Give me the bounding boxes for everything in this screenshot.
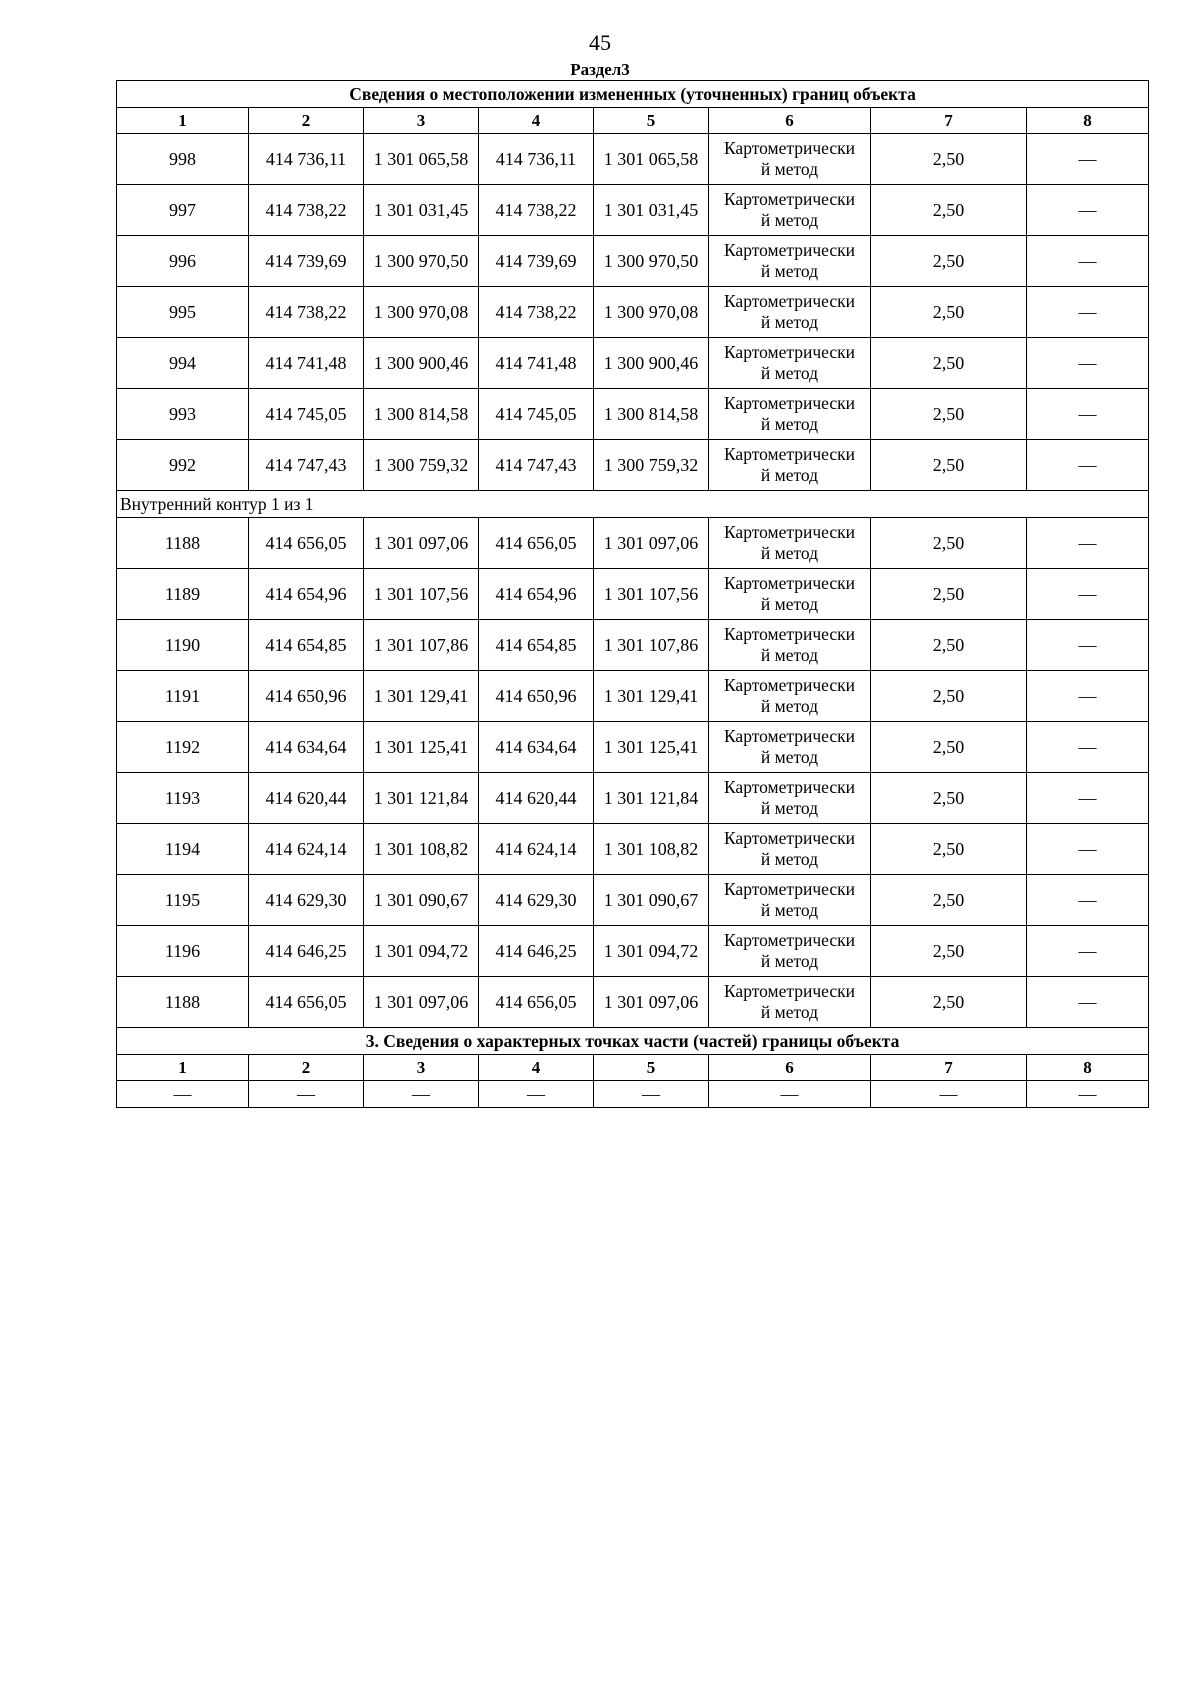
column-header-5: 5 <box>594 1055 709 1081</box>
method-text: й метод <box>760 798 819 818</box>
method-cell <box>709 773 871 824</box>
inner-contour-label: Внутренний контур 1 из 1 <box>117 491 1149 518</box>
method-text: Картометрически <box>723 573 856 593</box>
coordinate-x-cell: 414 646,25 <box>249 926 364 977</box>
coordinate-y-cell: 1 300 970,08 <box>364 287 479 338</box>
method-text: й метод <box>760 696 819 716</box>
method-text: Картометрически <box>723 393 856 413</box>
method-text: Картометрически <box>723 444 856 464</box>
column-header-7: 7 <box>871 108 1027 134</box>
column-header-8: 8 <box>1027 108 1149 134</box>
coordinate-x-cell: 414 650,96 <box>479 671 594 722</box>
description-cell: — <box>1027 518 1149 569</box>
coordinate-x-cell: 414 656,05 <box>479 977 594 1028</box>
description-cell: — <box>1027 338 1149 389</box>
method-cell <box>709 926 871 977</box>
accuracy-cell: 2,50 <box>871 440 1027 491</box>
column-header-3: 3 <box>364 1055 479 1081</box>
coordinate-y-cell: 1 301 097,06 <box>594 977 709 1028</box>
method-text: й метод <box>760 543 819 563</box>
column-header-1: 1 <box>117 108 249 134</box>
method-cell <box>709 389 871 440</box>
accuracy-cell: 2,50 <box>871 185 1027 236</box>
coordinate-y-cell: 1 301 125,41 <box>364 722 479 773</box>
coordinate-y-cell: 1 301 107,56 <box>364 569 479 620</box>
column-header-5: 5 <box>594 108 709 134</box>
coordinate-y-cell: 1 301 107,86 <box>594 620 709 671</box>
method-text: Картометрически <box>723 291 856 311</box>
method-text: Картометрически <box>723 240 856 260</box>
table-row <box>117 569 1149 620</box>
method-cell <box>709 875 871 926</box>
method-text: й метод <box>760 594 819 614</box>
contour-row <box>117 491 1149 518</box>
method-text: й метод <box>760 1002 819 1022</box>
coordinate-y-cell: 1 300 900,46 <box>594 338 709 389</box>
coordinate-x-cell: 414 736,11 <box>479 134 594 185</box>
description-cell: — <box>1027 287 1149 338</box>
column-header-2: 2 <box>249 1055 364 1081</box>
coordinate-x-cell: 414 747,43 <box>479 440 594 491</box>
coordinate-x-cell: 414 629,30 <box>479 875 594 926</box>
description-cell: — <box>1027 875 1149 926</box>
accuracy-cell: 2,50 <box>871 620 1027 671</box>
coordinate-y-cell: 1 300 814,58 <box>594 389 709 440</box>
point-number-cell: 1188 <box>117 977 249 1028</box>
point-number-cell: 1191 <box>117 671 249 722</box>
coordinate-y-cell: 1 301 129,41 <box>594 671 709 722</box>
coordinate-y-cell: 1 301 129,41 <box>364 671 479 722</box>
table-row <box>117 671 1149 722</box>
method-text: й метод <box>760 159 819 179</box>
method-cell <box>709 518 871 569</box>
empty-cell: — <box>479 1081 594 1108</box>
empty-cell: — <box>594 1081 709 1108</box>
method-cell <box>709 671 871 722</box>
method-text: й метод <box>760 900 819 920</box>
method-cell <box>709 236 871 287</box>
coordinate-x-cell: 414 620,44 <box>249 773 364 824</box>
coordinate-y-cell: 1 301 090,67 <box>594 875 709 926</box>
method-text: й метод <box>760 747 819 767</box>
coordinate-y-cell: 1 301 121,84 <box>594 773 709 824</box>
method-text: Картометрически <box>723 981 856 1001</box>
coordinate-x-cell: 414 634,64 <box>479 722 594 773</box>
method-text: Картометрически <box>723 675 856 695</box>
description-cell: — <box>1027 569 1149 620</box>
method-text: й метод <box>760 363 819 383</box>
point-number-cell: 1193 <box>117 773 249 824</box>
coordinate-x-cell: 414 654,85 <box>479 620 594 671</box>
column-header-1: 1 <box>117 1055 249 1081</box>
table-row <box>117 236 1149 287</box>
coordinate-y-cell: 1 301 065,58 <box>364 134 479 185</box>
empty-cell: — <box>1027 1081 1149 1108</box>
coordinate-x-cell: 414 738,22 <box>479 287 594 338</box>
table-title: Сведения о местоположении измененных (уточненных) границ объекта <box>117 81 1149 108</box>
coordinate-x-cell: 414 741,48 <box>249 338 364 389</box>
coordinate-y-cell: 1 301 097,06 <box>594 518 709 569</box>
description-cell: — <box>1027 773 1149 824</box>
accuracy-cell: 2,50 <box>871 338 1027 389</box>
description-cell: — <box>1027 824 1149 875</box>
description-cell: — <box>1027 722 1149 773</box>
point-number-cell: 994 <box>117 338 249 389</box>
method-text: й метод <box>760 849 819 869</box>
table-row <box>117 824 1149 875</box>
table-row <box>117 185 1149 236</box>
method-text: Картометрически <box>723 342 856 362</box>
column-header-8: 8 <box>1027 1055 1149 1081</box>
point-number-cell: 1194 <box>117 824 249 875</box>
method-text: Картометрически <box>723 828 856 848</box>
accuracy-cell: 2,50 <box>871 875 1027 926</box>
accuracy-cell: 2,50 <box>871 722 1027 773</box>
coordinate-x-cell: 414 624,14 <box>249 824 364 875</box>
coordinate-x-cell: 414 634,64 <box>249 722 364 773</box>
accuracy-cell: 2,50 <box>871 134 1027 185</box>
method-text: Картометрически <box>723 522 856 542</box>
method-cell <box>709 338 871 389</box>
method-cell <box>709 287 871 338</box>
accuracy-cell: 2,50 <box>871 926 1027 977</box>
point-number-cell: 1190 <box>117 620 249 671</box>
coordinate-x-cell: 414 738,22 <box>249 185 364 236</box>
coordinate-y-cell: 1 300 970,50 <box>364 236 479 287</box>
accuracy-cell: 2,50 <box>871 977 1027 1028</box>
point-number-cell: 997 <box>117 185 249 236</box>
accuracy-cell: 2,50 <box>871 389 1027 440</box>
point-number-cell: 1196 <box>117 926 249 977</box>
column-header-2: 2 <box>249 108 364 134</box>
coordinate-y-cell: 1 301 107,56 <box>594 569 709 620</box>
point-number-cell: 1189 <box>117 569 249 620</box>
table-row <box>117 875 1149 926</box>
method-cell <box>709 569 871 620</box>
coordinate-y-cell: 1 301 097,06 <box>364 518 479 569</box>
coordinate-x-cell: 414 738,22 <box>249 287 364 338</box>
coordinate-y-cell: 1 301 031,45 <box>364 185 479 236</box>
method-text: й метод <box>760 312 819 332</box>
coordinate-x-cell: 414 739,69 <box>479 236 594 287</box>
method-cell <box>709 134 871 185</box>
table-row <box>117 773 1149 824</box>
section3-empty-row <box>117 1081 1149 1108</box>
method-text: й метод <box>760 261 819 281</box>
method-text: Картометрически <box>723 138 856 158</box>
point-number-cell: 995 <box>117 287 249 338</box>
accuracy-cell: 2,50 <box>871 773 1027 824</box>
coordinate-y-cell: 1 301 031,45 <box>594 185 709 236</box>
coordinate-x-cell: 414 736,11 <box>249 134 364 185</box>
coordinate-y-cell: 1 301 097,06 <box>364 977 479 1028</box>
section-label: Раздел3 <box>570 60 630 79</box>
method-text: Картометрически <box>723 726 856 746</box>
coordinate-y-cell: 1 301 121,84 <box>364 773 479 824</box>
table-title-row <box>117 81 1149 108</box>
description-cell: — <box>1027 389 1149 440</box>
method-text: й метод <box>760 414 819 434</box>
method-cell <box>709 440 871 491</box>
method-text: й метод <box>760 465 819 485</box>
column-header-6: 6 <box>709 108 871 134</box>
coordinate-x-cell: 414 747,43 <box>249 440 364 491</box>
table-row <box>117 134 1149 185</box>
table-row <box>117 518 1149 569</box>
description-cell: — <box>1027 671 1149 722</box>
column-header-4: 4 <box>479 1055 594 1081</box>
coordinate-x-cell: 414 656,05 <box>479 518 594 569</box>
coordinate-x-cell: 414 620,44 <box>479 773 594 824</box>
coordinate-y-cell: 1 300 759,32 <box>364 440 479 491</box>
accuracy-cell: 2,50 <box>871 824 1027 875</box>
description-cell: — <box>1027 977 1149 1028</box>
method-text: Картометрически <box>723 189 856 209</box>
table-row <box>117 722 1149 773</box>
section3-title-row <box>117 1028 1149 1055</box>
coordinate-y-cell: 1 301 065,58 <box>594 134 709 185</box>
column-header-7: 7 <box>871 1055 1027 1081</box>
method-cell <box>709 620 871 671</box>
description-cell: — <box>1027 620 1149 671</box>
coordinate-y-cell: 1 301 094,72 <box>364 926 479 977</box>
coordinate-x-cell: 414 654,96 <box>249 569 364 620</box>
accuracy-cell: 2,50 <box>871 569 1027 620</box>
table-row <box>117 440 1149 491</box>
coordinate-y-cell: 1 301 108,82 <box>594 824 709 875</box>
accuracy-cell: 2,50 <box>871 671 1027 722</box>
coordinate-y-cell: 1 300 814,58 <box>364 389 479 440</box>
point-number-cell: 992 <box>117 440 249 491</box>
table-title: 3. Сведения о характерных точках части (частей) границы объекта <box>117 1028 1149 1055</box>
method-text: Картометрически <box>723 777 856 797</box>
coordinate-x-cell: 414 654,96 <box>479 569 594 620</box>
empty-cell: — <box>364 1081 479 1108</box>
table-row <box>117 926 1149 977</box>
empty-cell: — <box>871 1081 1027 1108</box>
coordinate-y-cell: 1 300 759,32 <box>594 440 709 491</box>
coordinate-y-cell: 1 301 125,41 <box>594 722 709 773</box>
column-header-6: 6 <box>709 1055 871 1081</box>
method-text: Картометрически <box>723 930 856 950</box>
coordinate-x-cell: 414 646,25 <box>479 926 594 977</box>
method-cell <box>709 185 871 236</box>
point-number-cell: 996 <box>117 236 249 287</box>
coordinate-x-cell: 414 624,14 <box>479 824 594 875</box>
coordinate-y-cell: 1 300 900,46 <box>364 338 479 389</box>
coordinate-x-cell: 414 629,30 <box>249 875 364 926</box>
table-row <box>117 287 1149 338</box>
header-row <box>117 108 1149 134</box>
column-header-4: 4 <box>479 108 594 134</box>
coordinate-y-cell: 1 301 090,67 <box>364 875 479 926</box>
point-number-cell: 1188 <box>117 518 249 569</box>
coordinate-x-cell: 414 656,05 <box>249 977 364 1028</box>
coordinate-x-cell: 414 745,05 <box>249 389 364 440</box>
coordinate-y-cell: 1 300 970,50 <box>594 236 709 287</box>
coordinate-y-cell: 1 300 970,08 <box>594 287 709 338</box>
description-cell: — <box>1027 440 1149 491</box>
empty-cell: — <box>117 1081 249 1108</box>
empty-cell: — <box>249 1081 364 1108</box>
method-cell <box>709 722 871 773</box>
method-text: Картометрически <box>723 624 856 644</box>
column-header-3: 3 <box>364 108 479 134</box>
description-cell: — <box>1027 185 1149 236</box>
section3-header-row <box>117 1055 1149 1081</box>
table-row <box>117 338 1149 389</box>
coordinate-y-cell: 1 301 094,72 <box>594 926 709 977</box>
coordinate-x-cell: 414 656,05 <box>249 518 364 569</box>
method-cell <box>709 824 871 875</box>
description-cell: — <box>1027 134 1149 185</box>
coordinate-x-cell: 414 738,22 <box>479 185 594 236</box>
point-number-cell: 1195 <box>117 875 249 926</box>
table-row <box>117 977 1149 1028</box>
point-number-cell: 1192 <box>117 722 249 773</box>
empty-cell: — <box>709 1081 871 1108</box>
table-row <box>117 620 1149 671</box>
method-text: й метод <box>760 210 819 230</box>
coordinate-y-cell: 1 301 107,86 <box>364 620 479 671</box>
method-text: Картометрически <box>723 879 856 899</box>
boundary-table <box>116 80 1149 1108</box>
point-number-cell: 993 <box>117 389 249 440</box>
method-cell <box>709 977 871 1028</box>
coordinate-x-cell: 414 739,69 <box>249 236 364 287</box>
table-body <box>117 81 1149 1108</box>
coordinate-x-cell: 414 745,05 <box>479 389 594 440</box>
method-text: й метод <box>760 645 819 665</box>
description-cell: — <box>1027 926 1149 977</box>
accuracy-cell: 2,50 <box>871 287 1027 338</box>
accuracy-cell: 2,50 <box>871 236 1027 287</box>
coordinate-x-cell: 414 650,96 <box>249 671 364 722</box>
coordinate-x-cell: 414 654,85 <box>249 620 364 671</box>
page-number: 45 <box>589 30 611 55</box>
accuracy-cell: 2,50 <box>871 518 1027 569</box>
description-cell: — <box>1027 236 1149 287</box>
method-text: й метод <box>760 951 819 971</box>
coordinate-y-cell: 1 301 108,82 <box>364 824 479 875</box>
coordinate-x-cell: 414 741,48 <box>479 338 594 389</box>
point-number-cell: 998 <box>117 134 249 185</box>
table-row <box>117 389 1149 440</box>
